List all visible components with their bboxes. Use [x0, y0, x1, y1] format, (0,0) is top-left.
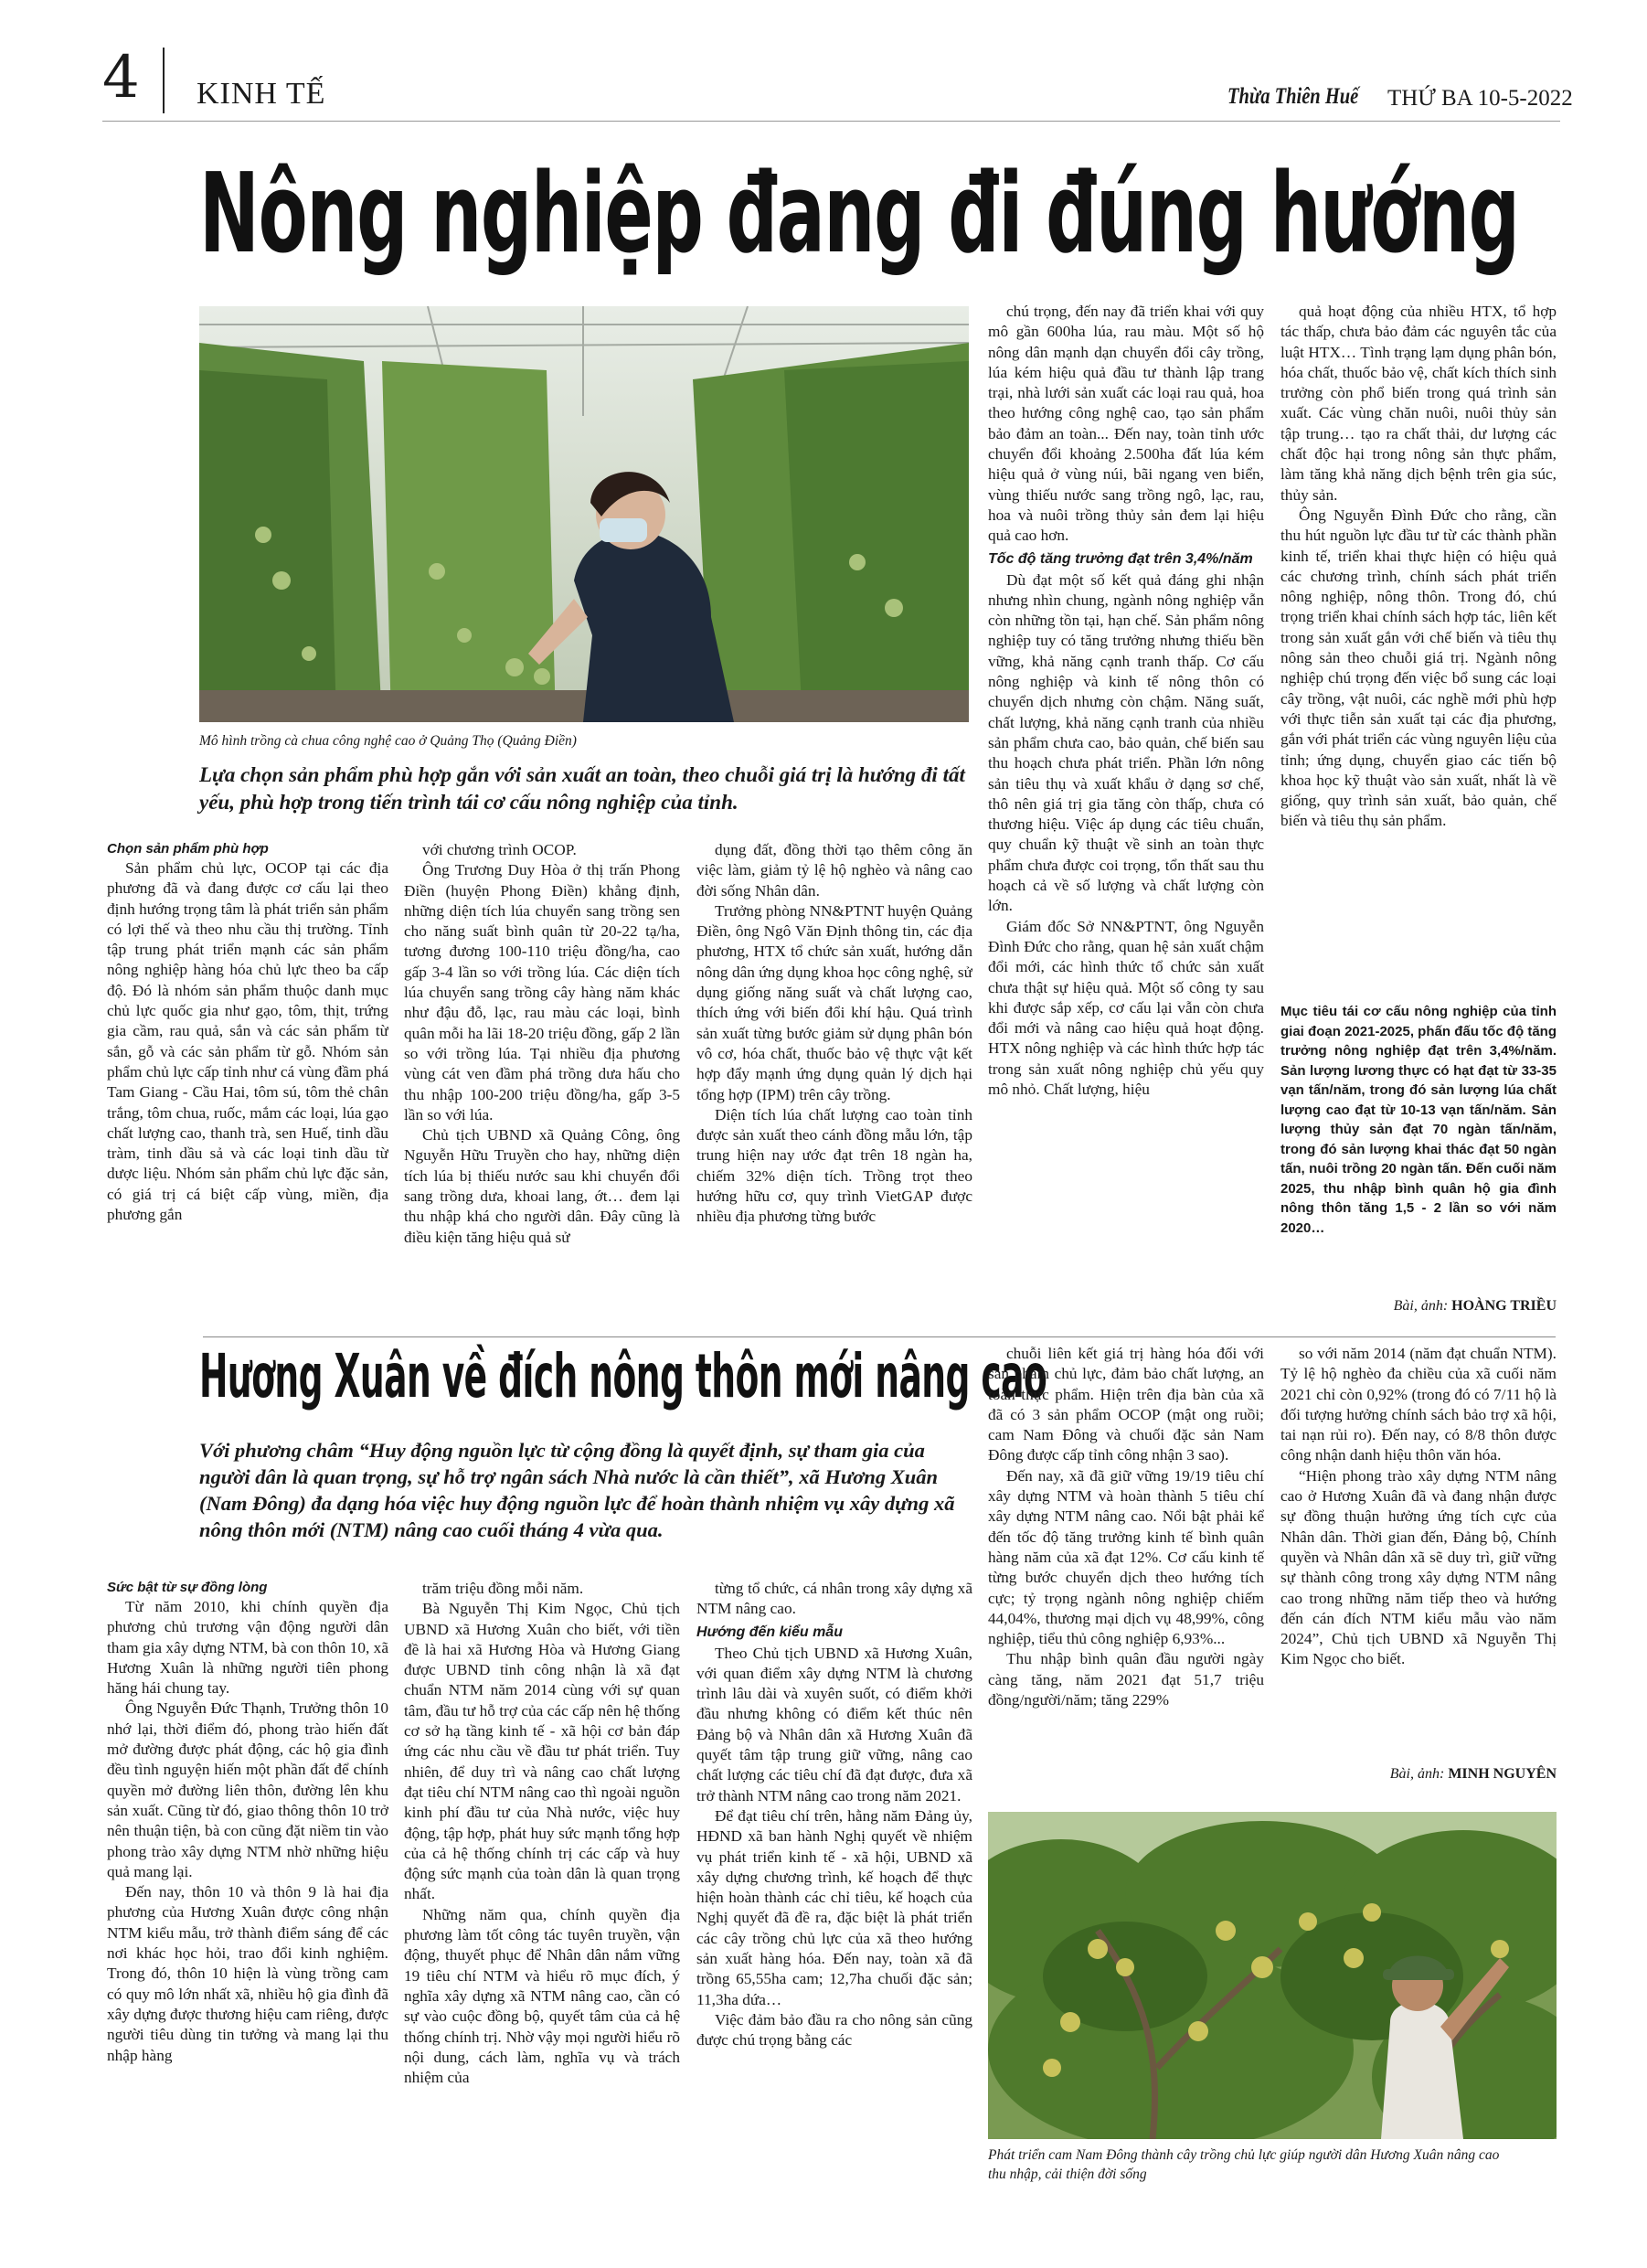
paragraph: “Hiện phong trào xây dựng NTM nâng cao ở Hương Xuân đã và đang nhận được sự đồng thuận hưởng ứng tích cực của Nhân dân. Thời gian đến, Đảng bộ, Chính quyền và Nhân dân xã sẽ duy trì, giữ vững sự thành công trong xây dựng NTM nâng cao trong những năm tiếp theo và hướng đến cán đích NTM kiểu mẫu vào năm 2024”, Chủ tịch UBND xã Nguyễn Thị Kim Ngọc cho biết.	[1280, 1466, 1557, 1668]
paragraph: chú trọng, đến nay đã triển khai với quy mô gần 600ha lúa, rau màu. Một số hộ nông dân mạnh dạn chuyển đổi cây trồng, lúa kém hiệu quả đầu tư thành lập trang trại, nhà lưới sản xuất các loại rau quả, hoa theo hướng công nghệ cao, tạo sản phẩm bảo đảm an toàn... Đến nay, toàn tỉnh ước chuyển đổi khoảng 2.500ha đất lúa kém hiệu quả ở vùng núi, bãi ngang ven biển, vùng thiếu nước sang trồng ngô, lạc, rau, hoa và nuôi trồng thủy sản đem lại hiệu quả cao hơn.	[988, 303, 1264, 545]
article1-photo-caption: Mô hình trồng cà chua công nghệ cao ở Quảng Thọ (Quảng Điền)	[199, 733, 577, 749]
header-rule	[102, 121, 1560, 122]
paragraph: Thu nhập bình quân đầu người ngày càng tăng, năm 2021 đạt 51,7 triệu đồng/người/năm; tăng 229%	[988, 1650, 1264, 1709]
paragraph: Đến nay, xã đã giữ vững 19/19 tiêu chí xây dựng NTM và hoàn thành 5 tiêu chí xây dựng NTM nâng cao. Nổi bật phải kể đến tốc độ tăng trưởng kinh tế bình quân hàng năm của xã đạt 12%. Cơ cấu kinh tế từng bước chuyển dịch theo hướng tích cực; tỷ trọng ngành nông nghiệp chiếm 44,04%, thương mại dịch vụ 48,99%, công nghiệp, tiểu thủ công nghiệp 6,93%...	[988, 1466, 1264, 1648]
article-separator	[203, 1336, 1556, 1337]
issue-date: THỨ BA 10-5-2022	[1387, 86, 1573, 111]
paragraph: Từ năm 2010, khi chính quyền địa phương chủ trương vận động người dân tham gia xây dựng NTM, bà con thôn 10, xã Hương Xuân là những người tiên phong hăng hái chung tay.	[107, 1598, 388, 1698]
article2-column-1	[107, 1579, 388, 2200]
paragraph: quả hoạt động của nhiều HTX, tổ hợp tác thấp, chưa bảo đảm các nguyên tắc của luật HTX… Tình trạng lạm dụng phân bón, hóa chất, thuốc bảo vệ, chất kích thích sinh trưởng còn phổ biến trong quá trình sản xuất. Các vùng chăn nuôi, nuôi thủy sản tập trung… tạo ra chất thải, dư lượng các chất độc hại trong nông sản thực phẩm, làm tăng khả năng dịch bệnh trên gia súc, thủy sản.	[1280, 303, 1557, 504]
orange-grove-photo	[988, 1812, 1557, 2139]
paragraph: Trưởng phòng NN&PTNT huyện Quảng Điền, ông Ngô Văn Định thông tin, các địa phương, HTX tổ chức sản xuất, hướng dẫn nông dân ứng dụng khoa học công nghệ, sử dụng giống năng suất và chất lượng cao, thích ứng với biến đổi khí hậu. Quá trình sản xuất từng bước giảm sử dụng phân bón vô cơ, hóa chất, thuốc bảo vệ thực vật kết hợp đẩy mạnh ứng dụng quản lý dịch hại tổng hợp (IPM) trên cây trồng.	[696, 901, 972, 1103]
paragraph: Sản phẩm chủ lực, OCOP tại các địa phương đã và đang được cơ cấu lại theo định hướng trọng tâm là phát triển sản phẩm có lợi thế và theo nhu cầu thị trường. Tỉnh tập trung phát triển mạnh các sản phẩm nông nghiệp hàng hóa chủ lực theo ba cấp độ. Đó là nhóm sản phẩm thuộc danh mục chủ lực quốc gia như gạo, tôm, thịt, trứng gia cầm, rau quả, sắn và các sản phẩm từ sắn, gỗ và các sản phẩm từ gỗ. Nhóm sản phẩm chủ lực cấp tỉnh như cá vùng đầm phá Tam Giang - Cầu Hai, tôm sú, tôm thẻ chân trắng, tôm chua, ruốc, mắm các loại, lúa gạo chất lượng cao, thanh trà, sen Huế, tinh dầu tràm, tinh dầu sả và các loại tinh dầu từ dược liệu. Nhóm sản phẩm chủ lực đặc sản, có giá trị cá biệt cấp vùng, miền, địa phương gắn	[107, 859, 388, 1224]
article2-photo-caption: Phát triển cam Nam Đông thành cây trồng chủ lực giúp người dân Hương Xuân nâng cao thu nhập, cải thiện đời sống	[988, 2147, 1500, 2182]
paragraph: Việc đảm bảo đầu ra cho nông sản cũng được chú trọng bằng các	[696, 2010, 972, 2050]
article1-lead: Lựa chọn sản phẩm phù hợp gắn với sản xuất an toàn, theo chuỗi giá trị là hướng đi tất yếu, phù hợp trong tiến trình tái cơ cấu nông nghiệp của tỉnh.	[199, 763, 965, 814]
article1-subhead-2: Tốc độ tăng trưởng đạt trên 3,4%/năm	[988, 550, 1253, 567]
paragraph: chuỗi liên kết giá trị hàng hóa đối với sản phẩm chủ lực, đảm bảo chất lượng, an toàn thực phẩm. Hiện trên địa bàn của xã đã có 3 sản phẩm OCOP (mật ong ruồi; cam Nam Đông và chuối đặc sản Nam Đông được cấp tỉnh công nhận 3 sao).	[988, 1345, 1264, 1464]
article2-byline	[1280, 1766, 1557, 1783]
paragraph: Dù đạt một số kết quả đáng ghi nhận nhưng nhìn chung, ngành nông nghiệp vẫn còn những tồn tại, hạn chế. Sản phẩm nông nghiệp tuy có tăng trưởng nhưng thiếu bền vững, khả năng cạnh tranh thấp. Cơ cấu nông nghiệp và kinh tế nông thôn có chuyển dịch nhưng còn chậm. Năng suất, chất lượng, khả năng cạnh tranh của nhiều sản phẩm chưa cao, bảo quản, chế biến sau thu hoạch chưa phát triển. Phần lớn nông sản tiêu thụ và xuất khẩu ở dạng sơ chế, thô nên giá trị gia tăng còn thấp, chưa có thương hiệu. Việc áp dụng các tiêu chuẩn, quy chuẩn kỹ thuật về sinh an toàn thực phẩm chưa được coi trọng, tổn thất sau thu hoạch cả về số lượng và chất lượng còn lớn.	[988, 570, 1264, 915]
article2-column-4	[988, 1344, 1264, 1808]
header-divider	[163, 48, 165, 113]
article1-column-2	[404, 840, 680, 1334]
article2-subhead-1: Sức bật từ sự đồng lòng	[107, 1580, 268, 1595]
byline-author: HOÀNG TRIỀU	[1451, 1298, 1557, 1314]
paragraph: Để đạt tiêu chí trên, hằng năm Đảng ủy, HĐND xã ban hành Nghị quyết về nhiệm vụ phát triển kinh tế - xã hội, UBND xã xây dựng chương trình, kế hoạch để thực hiện hoàn thành các chỉ tiêu, kế hoạch của Nghị quyết đã đề ra, đặc biệt là phát triển các cây trồng chủ lực của xã theo hướng sản xuất hàng hóa. Đến nay, toàn xã đã trồng 65,55ha cam; 12,7ha chuối đặc sản; 11,3ha dứa…	[696, 1806, 972, 2008]
article2-subhead-2: Hướng đến kiểu mẫu	[696, 1624, 843, 1640]
article1-column-4	[988, 302, 1264, 1333]
tomato-greenhouse-photo	[199, 306, 969, 722]
paragraph: so với năm 2014 (năm đạt chuẩn NTM). Tỷ lệ hộ nghèo đa chiều của xã cuối năm 2021 chỉ còn 0,92% (trong đó có 7/11 hộ là đối tượng hưởng chính sách bảo trợ xã hội, tai nạn rủi ro). Đến nay, có 8/8 thôn được công nhận danh hiệu thôn văn hóa.	[1280, 1345, 1557, 1464]
paragraph: dụng đất, đồng thời tạo thêm công ăn việc làm, giảm tỷ lệ hộ nghèo và nâng cao đời sống Nhân dân.	[696, 841, 972, 900]
article1-column-5	[1280, 302, 1557, 996]
article2-column-2	[404, 1579, 680, 2200]
article2-column-5	[1280, 1344, 1557, 1760]
paragraph: Giám đốc Sở NN&PTNT, ông Nguyễn Đình Đức cho rằng, quan hệ sản xuất chậm đổi mới, các hình thức tổ chức sản xuất chưa thật sự hiệu quả. Một số công ty sau khi được sắp xếp, cơ cấu lại vẫn còn chưa đổi mới và nâng cao hiệu quả hoạt động. HTX nông nghiệp và các hình thức hợp tác trong sản xuất nông nghiệp chủ yếu quy mô nhỏ. Chất lượng, hiệu	[988, 917, 1264, 1098]
article1-headline: Nông nghiệp đang đi đúng hướng	[199, 151, 1519, 278]
article1-subhead-1: Chọn sản phẩm phù hợp	[107, 841, 269, 857]
byline-author: MINH NGUYÊN	[1448, 1766, 1557, 1782]
article2-headline: Hương Xuân về đích nông thôn mới nâng cao	[199, 1341, 1047, 1411]
paragraph: Bà Nguyễn Thị Kim Ngọc, Chủ tịch UBND xã Hương Xuân cho biết, với tiền đề là hai xã Hương Hòa và Hương Giang được UBND tỉnh công nhận là xã đạt chuẩn NTM năm 2014 cùng với sự quan tâm, đầu tư hỗ trợ của các cấp nên hệ thống cơ sở hạ tầng kinh tế - xã hội cơ bản đáp ứng các nhu cầu về đầu tư phát triển. Tuy nhiên, để duy trì và nâng cao chất lượng đạt tiêu chí NTM nâng cao thì ngoài nguồn kinh phí đầu tư của Nhà nước, việc huy động, tập hợp, phát huy sức mạnh tổng hợp của cả hệ thống chính trị các cấp và huy động sức mạnh của toàn dân là quan trọng nhất.	[404, 1600, 680, 1903]
paragraph: Chủ tịch UBND xã Quảng Công, ông Nguyễn Hữu Truyền cho hay, những diện tích lúa bị thiếu nước sau khi chuyển đổi sang trồng dưa, khoai lang, ớt… đem lại thu nhập khá cho người dân. Đây cũng là điều kiện tăng hiệu quả sử	[404, 1126, 680, 1246]
article1-column-3	[696, 840, 972, 1334]
paragraph: Ông Trương Duy Hòa ở thị trấn Phong Điền (huyện Phong Điền) khẳng định, những diện tích lúa chuyển sang trồng sen cho năng suất bình quân từ 20-22 tạ/ha, tương đương 100-110 triệu đồng/ha, cao gấp 3-4 lần so với trồng lúa. Các diện tích lúa chuyển sang trồng cây hàng năm khác như đậu đỗ, lạc, rau màu các loại, bình quân mỗi ha lãi 18-20 triệu đồng, gấp 2 lần so với trồng lúa. Tại nhiều địa phương vùng cát ven đầm phá trồng dưa hấu cho thu nhập 100-200 triệu đồng/ha, gấp 3-5 lần so với lúa.	[404, 861, 680, 1123]
paragraph: Đến nay, thôn 10 và thôn 9 là hai địa phương của Hương Xuân được công nhận NTM kiểu mẫu, trở thành điểm sáng để các nơi khác học hỏi, trao đổi kinh nghiệm. Trong đó, thôn 10 hiện là vùng trồng cam có quy mô lớn nhất xã, nhiều hộ gia đình đã xây dựng được thương hiệu cam riêng, được người tiêu dùng tin tưởng và mang lại thu nhập hàng	[107, 1883, 388, 2064]
byline-label: Bài, ảnh:	[1393, 1298, 1449, 1314]
paragraph: Ông Nguyễn Đình Đức cho rằng, cần thu hút nguồn lực đầu tư từ các thành phần kinh tế, triển khai thực hiện có hiệu quả các chương trình, chính sách phát triển nông nghiệp, nông thôn. Trong đó, chú trọng triển khai chính sách hợp tác, liên kết trong sản xuất gắn với chế biến và tiêu thụ nông sản theo chuỗi giá trị. Ngành nông nghiệp chú trọng đến việc bổ sung các loại cây trồng, vật nuôi, các nghề mới phù hợp với thực tiễn sản xuất tại các địa phương, gắn với phát triển các vùng nguyên liệu của tỉnh; ứng dụng, chuyển giao các tiến bộ khoa học kỹ thuật vào sản xuất, nhất là về giống, quy trình sản xuất, bảo quản, chế biến và tiêu thụ sản phẩm.	[1280, 506, 1557, 830]
article2-column-3	[696, 1579, 972, 2200]
paragraph: Diện tích lúa chất lượng cao toàn tỉnh được sản xuất theo cánh đồng mẫu lớn, tập trung hiện nay ước đạt trên 18 ngàn ha, chiếm 32% diện tích. Trồng trọt theo hướng hữu cơ, quy trình VietGAP được nhiều địa phương từng bước	[696, 1105, 972, 1226]
paragraph: Những năm qua, chính quyền địa phương làm tốt công tác tuyên truyền, vận động, thuyết phục để Nhân dân nắm vững 19 tiêu chí NTM và hiểu rõ mục đích, ý nghĩa xây dựng xã NTM nâng cao, cần có sự vào cuộc đồng bộ, quyết tâm của cả hệ thống chính trị. Nhờ vậy mọi người hiểu rõ nội dung, cách làm, nghĩa vụ và trách nhiệm của	[404, 1905, 680, 2087]
newspaper-name: Thừa Thiên Huế	[1227, 84, 1359, 109]
paragraph: Theo Chủ tịch UBND xã Hương Xuân, với quan điểm xây dựng NTM là chương trình lâu dài và xuyên suốt, có điểm khởi đầu nhưng không có điểm kết thúc nên Đảng bộ và Nhân dân xã Hương Xuân đã quyết tâm tập trung giữ vững, nâng cao chất lượng các tiêu chí đã đạt được, đưa xã trở thành NTM nâng cao trong năm 2021.	[696, 1644, 972, 1805]
page-number: 4	[102, 44, 140, 112]
paragraph: với chương trình OCOP.	[422, 841, 577, 858]
section-title: KINH TẾ	[197, 77, 326, 111]
article2-lead: Với phương châm “Huy động nguồn lực từ cộng đồng là quyết định, sự tham gia của người dân là quan trọng, sự hỗ trợ ngân sách Nhà nước là cần thiết”, xã Hương Xuân (Nam Đông) đa dạng hóa việc huy động nguồn lực để hoàn thành nhiệm vụ xây dựng xã nông thôn mới (NTM) nâng cao cuối tháng 4 vừa qua.	[199, 1439, 955, 1541]
article1-column-1	[107, 840, 388, 1334]
byline-label: Bài, ảnh:	[1389, 1766, 1445, 1782]
paragraph: trăm triệu đồng mỗi năm.	[422, 1580, 584, 1597]
paragraph: Ông Nguyễn Đức Thạnh, Trưởng thôn 10 nhớ lại, thời điểm đó, phong trào hiến đất mở đường được phát động, các hộ gia đình đều tình nguyện hiến một phần đất để chính quyền mở đường liên thôn, đường lên khu sản xuất. Cũng từ đó, giao thông thôn 10 trở nên thuận tiện, bà con cũng đặt niềm tin vào phong trào xây dựng NTM nhờ những hiệu quả mang lại.	[107, 1699, 388, 1880]
article1-summary-box: Mục tiêu tái cơ cấu nông nghiệp của tỉnh giai đoạn 2021-2025, phấn đấu tốc độ tăng trưởng nông nghiệp đạt trên 3,4%/năm. Sản lượng lương thực có hạt đạt từ 33-35 vạn tấn/năm, trong đó sản lượng lúa chất lượng cao đạt từ 10-13 vạn tấn/năm. Sản lượng thủy sản đạt 70 ngàn tấn/năm, trong đó sản lượng khai thác đạt 50 ngàn tấn, nuôi trồng 20 ngàn tấn. Đến cuối năm 2025, thu nhập bình quân hộ gia đình nông thôn tăng 1,5 - 2 lần so với năm 2020…	[1280, 1004, 1557, 1236]
paragraph: từng tổ chức, cá nhân trong xây dựng xã NTM nâng cao.	[696, 1580, 972, 1618]
article1-byline	[1280, 1298, 1557, 1315]
